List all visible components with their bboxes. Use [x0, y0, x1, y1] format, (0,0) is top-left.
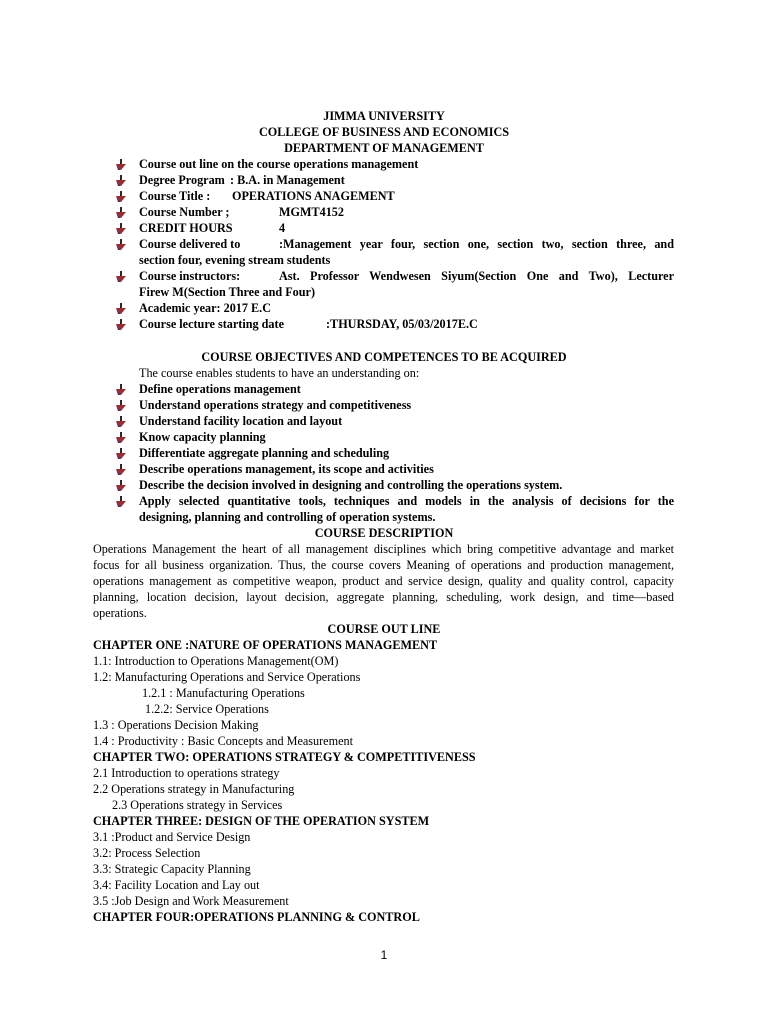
arrow-bullet-icon — [114, 383, 128, 397]
objective-item: Apply selected quantitative tools, techniques and models in the analysis of decisions for the — [139, 494, 674, 508]
arrow-bullet-icon — [114, 463, 128, 477]
department-name: DEPARTMENT OF MANAGEMENT — [284, 141, 484, 155]
description-line: Operations Management the heart of all management disciplines which bring competitive advantage and market — [93, 542, 674, 556]
outline-item: 2.2 Operations strategy in Manufacturing — [93, 782, 295, 796]
degree-program-label: Degree Program — [139, 173, 225, 187]
objective-item: Describe the decision involved in designing and controlling the operations system. — [139, 478, 563, 492]
starting-date-value: :THURSDAY, 05/03/2017E.C — [326, 317, 478, 331]
arrow-bullet-icon — [114, 318, 128, 332]
objective-item: Define operations management — [139, 382, 301, 396]
arrow-bullet-icon — [114, 158, 128, 172]
chapter-four-heading: CHAPTER FOUR:OPERATIONS PLANNING & CONTROL — [93, 910, 420, 924]
arrow-bullet-icon — [114, 447, 128, 461]
arrow-bullet-icon — [114, 399, 128, 413]
course-instructors-value: Ast. Professor Wendwesen Siyum(Section One and Two), Lecturer — [279, 269, 674, 283]
course-outline-title: Course out line on the course operations management — [139, 157, 419, 171]
description-line: operations. — [93, 606, 147, 620]
objective-item: Describe operations management, its scope and activities — [139, 462, 434, 476]
outline-item: 1.3 : Operations Decision Making — [93, 718, 259, 732]
academic-year: Academic year: 2017 E.C — [139, 301, 271, 315]
course-delivered-value: :Management year four, section one, section two, section three, and — [279, 237, 674, 251]
outline-item: 1.1: Introduction to Operations Management(OM) — [93, 654, 339, 668]
outline-item: 2.1 Introduction to operations strategy — [93, 766, 280, 780]
university-name: JIMMA UNIVERSITY — [323, 109, 445, 123]
arrow-bullet-icon — [114, 431, 128, 445]
course-number-value: MGMT4152 — [279, 205, 344, 219]
objective-item: Understand facility location and layout — [139, 414, 343, 428]
chapter-three-heading: CHAPTER THREE: DESIGN OF THE OPERATION SYSTEM — [93, 814, 430, 828]
arrow-bullet-icon — [114, 479, 128, 493]
outline-item: 1.4 : Productivity : Basic Concepts and Measurement — [93, 734, 353, 748]
objectives-heading: COURSE OBJECTIVES AND COMPETENCES TO BE ACQUIRED — [201, 350, 567, 364]
arrow-bullet-icon — [114, 190, 128, 204]
course-title-label: Course Title : — [139, 189, 211, 203]
course-instructors-label: Course instructors: — [139, 269, 241, 283]
description-heading: COURSE DESCRIPTION — [314, 526, 454, 540]
outline-subitem: 1.2.2: Service Operations — [145, 702, 269, 716]
arrow-bullet-icon — [114, 206, 128, 220]
outline-item: 3.2: Process Selection — [93, 846, 201, 860]
course-instructors-value-cont: Firew M(Section Three and Four) — [139, 285, 316, 299]
outline-item: 3.4: Facility Location and Lay out — [93, 878, 260, 892]
description-line: focus for all business organization. Thus, the course covers Meaning of operations and production management, — [93, 558, 674, 572]
college-name: COLLEGE OF BUSINESS AND ECONOMICS — [258, 125, 510, 139]
course-title-value: OPERATIONS ANAGEMENT — [232, 189, 395, 203]
course-delivered-value-cont: section four, evening stream students — [139, 253, 331, 267]
arrow-bullet-icon — [114, 238, 128, 252]
outline-item: 3.5 :Job Design and Work Measurement — [93, 894, 289, 908]
outline-item: 3.3: Strategic Capacity Planning — [93, 862, 251, 876]
course-number-label: Course Number ; — [139, 205, 230, 219]
starting-date-label: Course lecture starting date — [139, 317, 284, 331]
arrow-bullet-icon — [114, 302, 128, 316]
objectives-intro: The course enables students to have an understanding on: — [139, 366, 420, 380]
arrow-bullet-icon — [114, 415, 128, 429]
objective-item: Differentiate aggregate planning and scheduling — [139, 446, 390, 460]
objective-item: Know capacity planning — [139, 430, 266, 444]
outline-subitem: 2.3 Operations strategy in Services — [112, 798, 283, 812]
degree-program-value: : B.A. in Management — [230, 173, 345, 187]
outline-item: 3.1 :Product and Service Design — [93, 830, 251, 844]
course-delivered-label: Course delivered to — [139, 237, 241, 251]
arrow-bullet-icon — [114, 495, 128, 509]
chapter-one-heading: CHAPTER ONE :NATURE OF OPERATIONS MANAGEMENT — [93, 638, 438, 652]
arrow-bullet-icon — [114, 270, 128, 284]
credit-hours-label: CREDIT HOURS — [139, 221, 233, 235]
arrow-bullet-icon — [114, 222, 128, 236]
objective-item: Understand operations strategy and competitiveness — [139, 398, 412, 412]
arrow-bullet-icon — [114, 174, 128, 188]
credit-hours-value: 4 — [279, 221, 286, 235]
description-line: planning, location decision, layout decision, aggregate planning, scheduling, work design, and time—based — [93, 590, 674, 604]
outline-item: 1.2: Manufacturing Operations and Service Operations — [93, 670, 361, 684]
outline-subitem: 1.2.1 : Manufacturing Operations — [142, 686, 305, 700]
outline-heading: COURSE OUT LINE — [327, 622, 441, 636]
page-number: 1 — [380, 948, 388, 962]
chapter-two-heading: CHAPTER TWO: OPERATIONS STRATEGY & COMPETITIVENESS — [93, 750, 476, 764]
description-line: operations management as competitive weapon, product and service design, quality and quality control, capacity — [93, 574, 674, 588]
objective-item-cont: designing, planning and controlling of operation systems. — [139, 510, 436, 524]
